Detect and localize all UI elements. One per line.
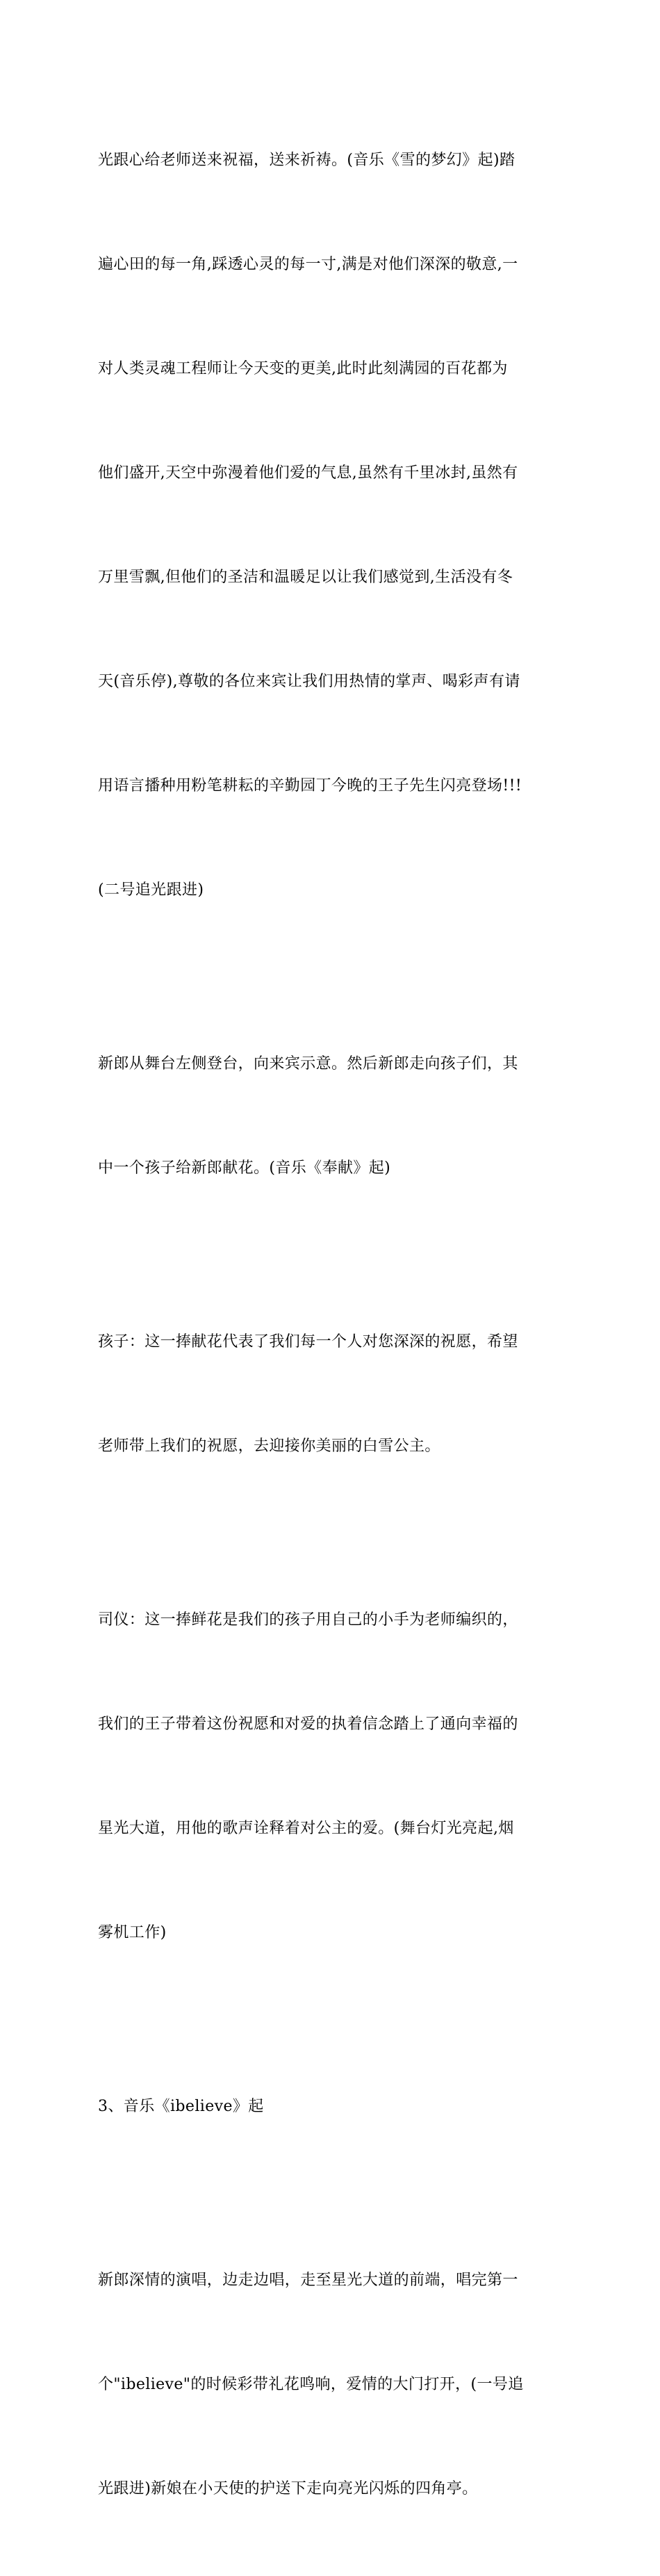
- text-line: 孩子：这一捧献花代表了我们每一个人对您深深的祝愿，希望: [98, 1333, 518, 1351]
- text-line: 对人类灵魂工程师让今天变的更美,此时此刻满园的百花都为: [98, 360, 508, 377]
- text-line: 新郎深情的演唱，边走边唱，走至星光大道的前端，唱完第一: [98, 2272, 518, 2289]
- text-line: 天(音乐停),尊敬的各位来宾让我们用热情的掌声、喝彩声有请: [98, 673, 520, 690]
- text-line: 司仪：这一捧鲜花是我们的孩子用自己的小手为老师编织的，: [98, 1611, 518, 1629]
- paragraph-6: [98, 2194, 565, 2576]
- text-line: 星光大道，用他的歌声诠释着对公主的爱。(舞台灯光亮起,烟: [98, 1820, 514, 1837]
- text-line: 他们盛开,天空中弥漫着他们爱的气息,虽然有千里冰封,虽然有: [98, 464, 518, 482]
- section-heading: [98, 2020, 565, 2194]
- text-line: 我们的王子带着这份祝愿和对爱的执着信念踏上了通向幸福的: [98, 1715, 518, 1733]
- text-line: 老师带上我们的祝愿，去迎接你美丽的白雪公主。: [98, 1437, 440, 1455]
- paragraph-2: [98, 977, 565, 1255]
- text-line: (二号追光跟进): [98, 881, 204, 899]
- paragraph-4: [98, 1533, 565, 2020]
- document-body: [98, 74, 565, 2576]
- text-line: 雾机工作): [98, 1924, 167, 1941]
- text-line: 光跟进)新娘在小天使的护送下走向亮光闪烁的四角亭。: [98, 2480, 478, 2497]
- text-line: 新郎从舞台左侧登台，向来宾示意。然后新郎走向孩子们，其: [98, 1055, 518, 1073]
- text-line: 遍心田的每一角,踩透心灵的每一寸,满是对他们深深的敬意,一: [98, 256, 518, 273]
- text-line: 个"ibelieve"的时候彩带礼花鸣响，爱情的大门打开，(一号追: [98, 2376, 524, 2393]
- text-line: 用语言播种用粉笔耕耘的辛勤园丁今晚的王子先生闪亮登场!!!: [98, 777, 522, 794]
- text-line: 3、音乐《ibelieve》起: [98, 2098, 264, 2115]
- text-line: 光跟心给老师送来祝福，送来祈祷。(音乐《雪的梦幻》起)踏: [98, 152, 515, 169]
- paragraph-3: [98, 1255, 565, 1533]
- text-line: 万里雪飘,但他们的圣洁和温暖足以让我们感觉到,生活没有冬: [98, 569, 513, 586]
- text-line: 中一个孩子给新郎献花。(音乐《奉献》起): [98, 1159, 391, 1177]
- paragraph-1: [98, 74, 565, 977]
